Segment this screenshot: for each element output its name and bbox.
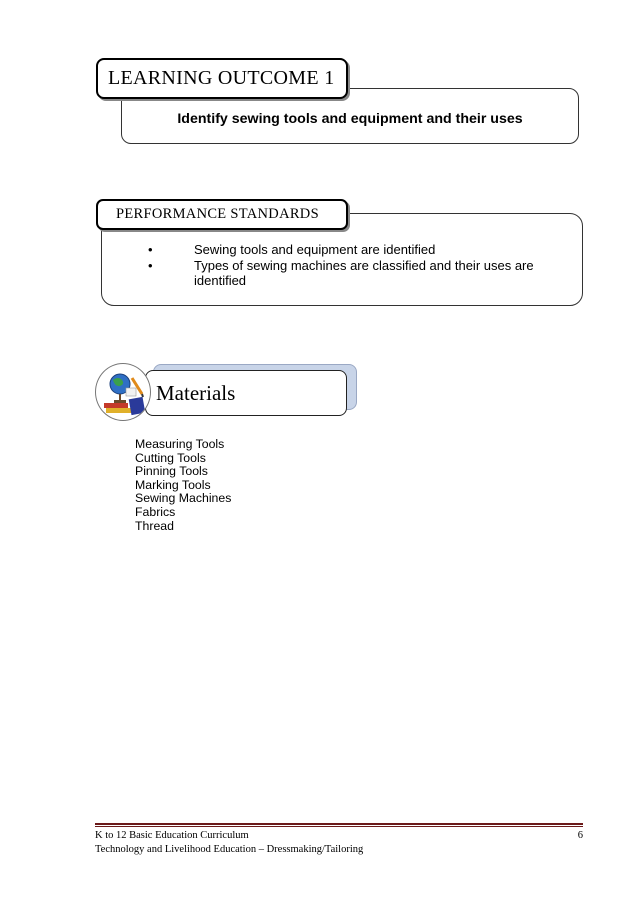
learning-outcome-text: Identify sewing tools and equipment and their uses	[177, 111, 523, 127]
list-item: Cutting Tools	[135, 450, 206, 465]
list-item: Fabrics	[135, 504, 176, 519]
performance-standards-label: PERFORMANCE STANDARDS	[116, 206, 319, 222]
footer	[95, 829, 583, 856]
list-item: Marking Tools	[135, 477, 211, 492]
list-item: Thread	[135, 518, 174, 533]
list-item: Pinning Tools	[135, 464, 208, 479]
footer-rule-thin	[95, 826, 583, 827]
learning-outcome-label: LEARNING OUTCOME 1	[108, 67, 335, 89]
bullet-icon: •	[148, 242, 153, 257]
performance-standards-list	[148, 242, 548, 289]
materials-list	[135, 438, 231, 533]
globe-books-clipart-icon	[95, 363, 151, 421]
list-item	[148, 258, 548, 289]
footer-curriculum-line: K to 12 Basic Education Curriculum	[95, 830, 249, 841]
footer-subject-line: Technology and Livelihood Education – Dressmaking/Tailoring	[95, 843, 364, 855]
learning-outcome-heading	[96, 58, 348, 99]
materials-label: Materials	[156, 380, 236, 405]
materials-heading	[145, 370, 347, 416]
list-item-text: Sewing tools and equipment are identified	[194, 242, 436, 257]
list-item-text: Types of sewing machines are classified and their uses are identified	[194, 257, 534, 288]
list-item	[148, 242, 548, 258]
list-item: Measuring Tools	[135, 437, 225, 451]
bullet-icon: •	[148, 257, 153, 273]
list-item: Sewing Machines	[135, 491, 232, 506]
footer-rule	[95, 823, 583, 825]
page-number: 6	[577, 830, 583, 841]
performance-standards-heading	[96, 199, 348, 230]
